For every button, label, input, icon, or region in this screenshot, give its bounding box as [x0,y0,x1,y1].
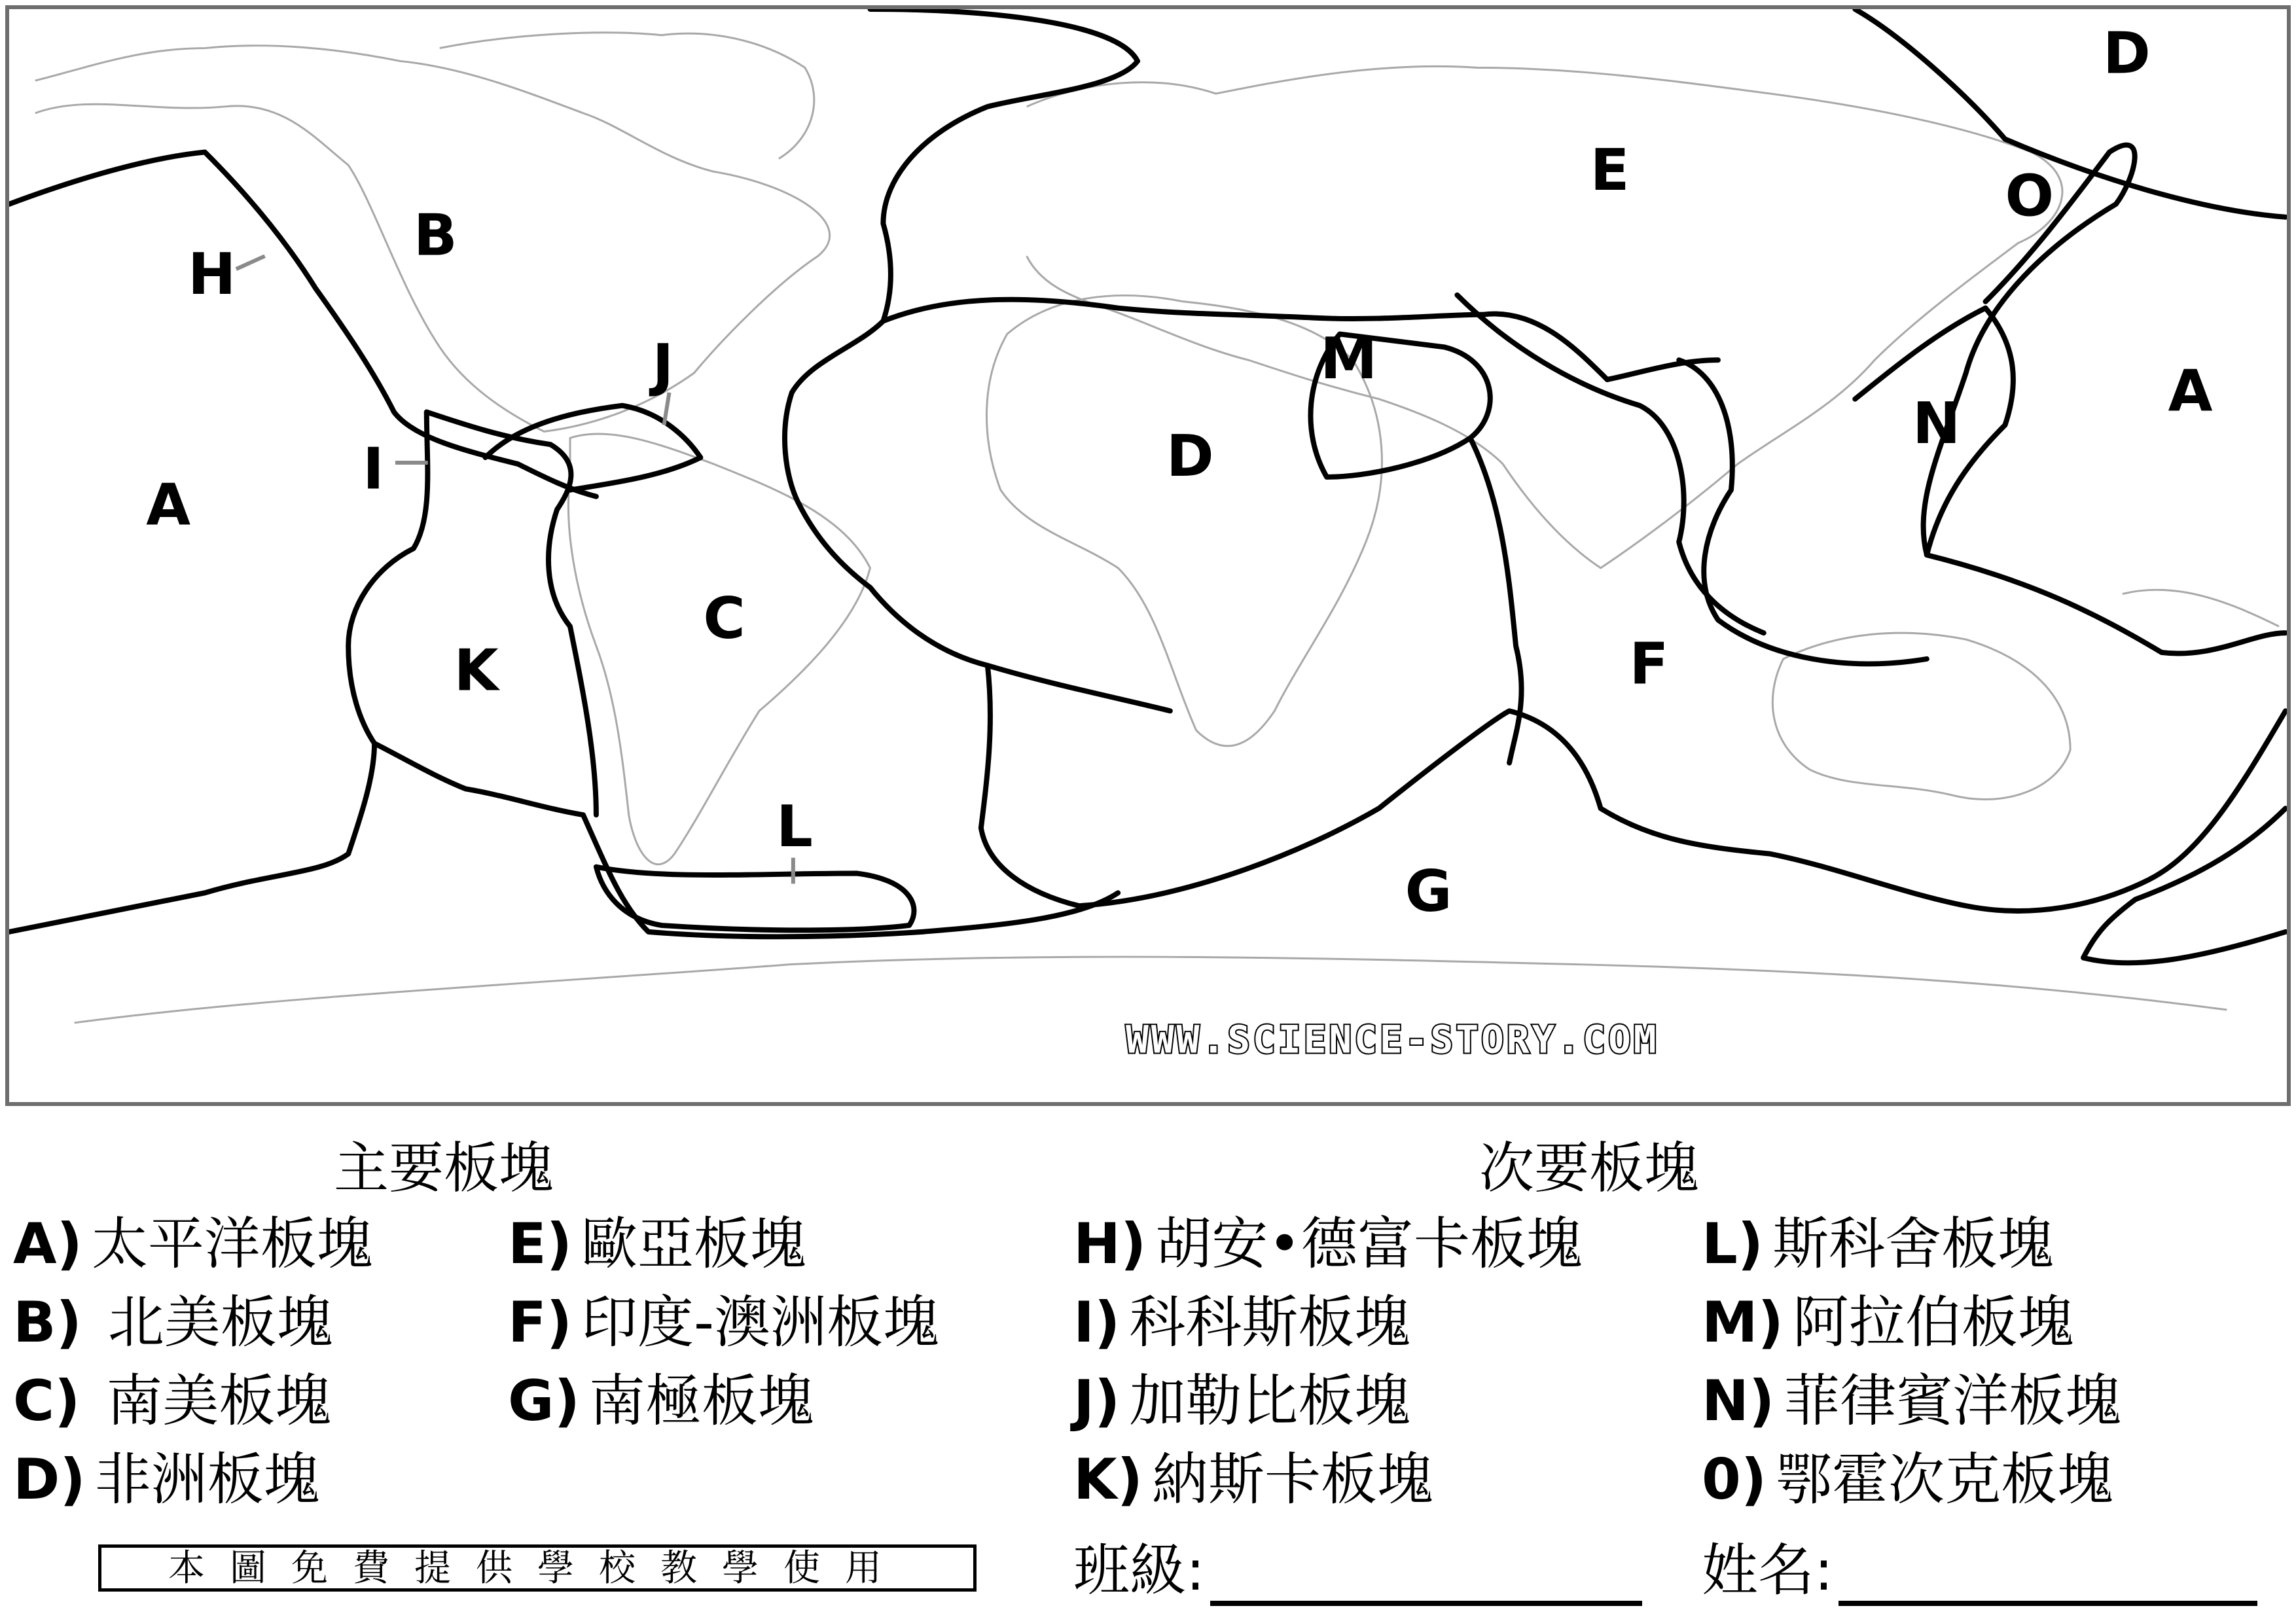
plate-label: D [2102,20,2151,87]
legend-item-okhotsk [1702,1447,2114,1512]
legend-label: 非洲板塊 [94,1447,320,1512]
legend-key: B) [13,1290,82,1355]
legend-key: G) [508,1368,580,1434]
legend-label: 胡安•德富卡板塊 [1155,1211,1583,1277]
legend-key: 0) [1702,1447,1767,1512]
legend-item-philippine-sea [1702,1368,2122,1434]
plate-label: O [2005,162,2054,230]
class-field[interactable] [1073,1525,1642,1606]
plate-label: A [146,471,191,539]
legend-label: 納斯卡板塊 [1151,1447,1433,1512]
legend-key: A) [13,1211,82,1277]
legend-item-caribbean [1073,1368,1411,1434]
major-plates-heading: 主要板塊 [334,1136,554,1200]
legend-key: D) [13,1447,86,1512]
legend-key: J) [1073,1368,1121,1434]
name-label: 姓名: [1702,1538,1833,1603]
plate-label: B [413,202,457,269]
legend-item-north-american [13,1290,333,1355]
legend-key: H) [1073,1211,1147,1277]
plate-label: J [652,332,674,399]
legend-item-eurasian [508,1211,807,1277]
legend-label: 鄂霍次克板塊 [1776,1447,2114,1512]
minor-plates-heading: 次要板塊 [1479,1136,1700,1200]
coastlines [35,33,2279,1023]
legend-label: 北美板塊 [107,1290,333,1355]
legend-item-antarctic [508,1368,814,1434]
plate-boundaries [9,9,2286,963]
plate-label: F [1629,630,1669,698]
legend-item-scotia [1702,1211,2054,1277]
class-blank-line[interactable] [1210,1548,1642,1606]
legend-key: M) [1702,1290,1784,1355]
legend-item-juan-de-fuca [1073,1211,1583,1277]
plate-label: M [1320,325,1378,392]
free-use-note: 本圖免費提供學校教學使用 [98,1544,977,1592]
legend-label: 阿拉伯板塊 [1792,1290,2074,1355]
legend-item-indo-australian [508,1290,940,1355]
plate-label: G [1405,858,1452,925]
legend-label: 南美板塊 [106,1368,332,1434]
plate-label: A [2168,357,2213,425]
plate-label: L [776,793,813,860]
legend-label: 印度-澳洲板塊 [581,1290,940,1355]
plate-label: K [454,637,499,704]
class-label: 班級: [1073,1538,1205,1603]
legend-key: N) [1702,1368,1775,1434]
plate-label: D [1166,423,1214,490]
plate-label: N [1912,390,1961,457]
legend-item-south-american [13,1368,332,1434]
legend-label: 菲律賓洋板塊 [1784,1368,2122,1434]
legend-label: 歐亞板塊 [581,1211,807,1277]
plate-label-layer [146,20,2212,925]
label-leader-ticks [236,256,793,883]
plate-map-svg [9,9,2287,1102]
name-blank-line[interactable] [1839,1548,2257,1606]
legend-key: I) [1073,1290,1121,1355]
legend-item-african [13,1447,320,1512]
legend-key: L) [1702,1211,1764,1277]
name-field[interactable] [1702,1525,2257,1606]
legend-label: 科科斯板塊 [1129,1290,1411,1355]
legend-item-arabian [1702,1290,2074,1355]
legend-label: 南極板塊 [588,1368,814,1434]
plate-label: H [188,241,236,308]
legend-key: C) [13,1368,81,1434]
plate-label: I [363,435,384,503]
legend-key: E) [508,1211,573,1277]
legend-key: F) [508,1290,573,1355]
legend-item-cocos [1073,1290,1411,1355]
plate-label: C [703,585,745,652]
legend-label: 加勒比板塊 [1129,1368,1411,1434]
plate-label: E [1590,137,1630,204]
world-plate-map [5,5,2291,1106]
legend-key: K) [1073,1447,1143,1512]
watermark: WWW.SCIENCE-STORY.COM [1126,1017,1659,1062]
legend-item-pacific [13,1211,373,1277]
legend-item-nazca [1073,1447,1433,1512]
legend-label: 斯科舍板塊 [1772,1211,2054,1277]
legend-label: 太平洋板塊 [91,1211,373,1277]
